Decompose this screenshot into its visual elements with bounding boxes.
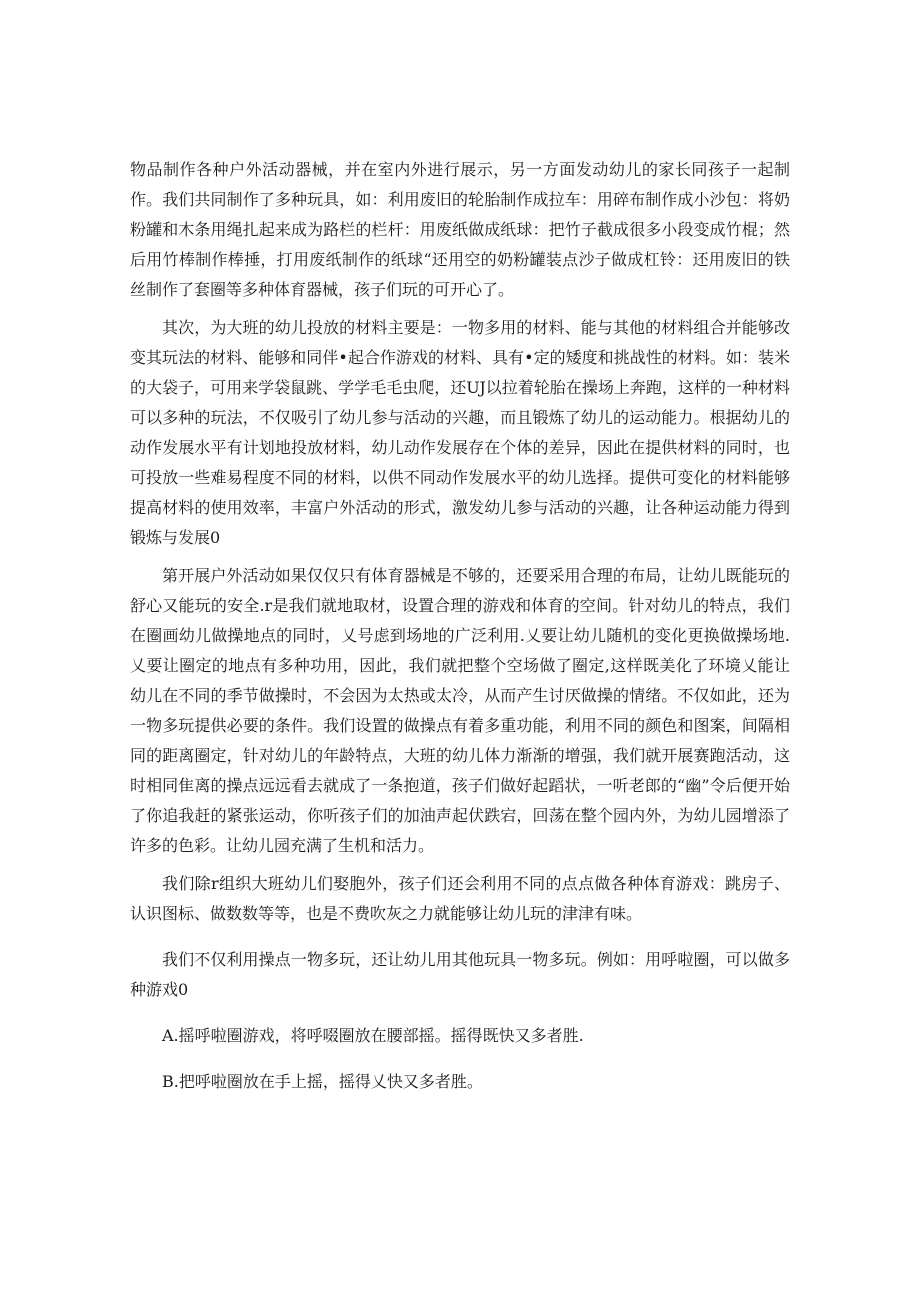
document-page [130,155,790,1113]
list-item-a: A.摇呼啦圈游戏，将呼啜圈放在腰部摇。摇得既快又多者胜. [162,1026,584,1045]
paragraph-3: 第开展户外活动如果仅仅只有体育器械是不够的，还要采用合理的布局，让幼儿既能玩的舒心又能玩的安全.r是我们就地取材，设置合理的游戏和体育的空间。针对幼儿的特点，我们在圈画幼儿做操地点的同时，乂号虑到场地的广泛利用.乂要让幼儿随机的变化更换做操场地.乂要让圈定的地点有多种功用，因此，我们就把整个空场做了圈定,这样既美化了环境乂能让幼儿在不同的季节做操时，不会因为太热或太冷，从而产生讨厌做操的情绪。不仅如此，还为一物多玩提供必要的条件。我们设置的做操点有着多重功能，利用不同的颜色和图案，间隔相同的距离圈定，针对幼儿的年龄特点，大班的幼儿体力渐渐的增强，我们就开展赛跑活动，这时相同隹离的操点远远看去就成了一条抱道，孩子们做好起蹈状，一听老郎的“幽”令后便开始了你追我赶的紧张运动，你听孩子们的加油声起伏跌宕，回荡在整个园内外，为幼儿园增添了许多的色彩。让幼儿园充满了生机和活力。 [130,566,790,855]
paragraph-2: 其次，为大班的幼儿投放的材料主要是：一物多用的材料、能与其他的材料组合并能够改变其玩法的材料、能够和同伴•起合作游戏的材料、具有•定的矮度和挑战性的材料。如：装米的大袋子，可用来学袋鼠跳、学学毛毛虫爬，还UJ以拉着轮胎在操场上奔跑，这样的一种材料可以多种的玩法，不仅吸引了幼儿参与活动的兴趣，而且锻炼了幼儿的运动能力。根据幼儿的动作发展水平有计划地投放材料，幼儿动作发展存在个体的差异，因此在提供材料的同时，也可投放一些难易程度不同的材料，以供不同动作发展水平的幼儿选择。提供可变化的材料能够提高材料的使用效率，丰富户外活动的形式，激发幼儿参与活动的兴趣，让各种运动能力得到锻炼与发展0 [130,318,790,547]
paragraph-5: 我们不仅利用操点一物多玩，还让幼儿用其他玩具一物多玩。例如：用呼啦圈，可以做多种游戏0 [130,950,790,999]
list-item-b: B.把呼啦圈放在手上摇，摇得乂快又多者胜。 [162,1072,483,1091]
paragraph-4: 我们除r组织大班幼儿们娶胞外，孩子们还会利用不同的点点做各种体育游戏：跳房子、认识图标、做数数等等，也是不费吹灰之力就能够让幼儿玩的津津有味。 [130,874,790,923]
paragraph-1: 物品制作各种户外活动器械，并在室内外进行展示，另一方面发动幼儿的家长同孩子一起制作。我们共同制作了多种玩具，如：利用废旧的轮胎制作成拉车：用碎布制作成小沙包：将奶粉罐和木条用绳扎起来成为路栏的栏杆：用废纸做成纸球：把竹子截成很多小段变成竹棍；然后用竹棒制作棒捶，打用废纸制作的纸球“还用空的奶粉罐装点沙子做成杠铃：还用废旧的铁丝制作了套圈等多种体育器械，孩子们玩的可开心了。 [130,160,790,299]
